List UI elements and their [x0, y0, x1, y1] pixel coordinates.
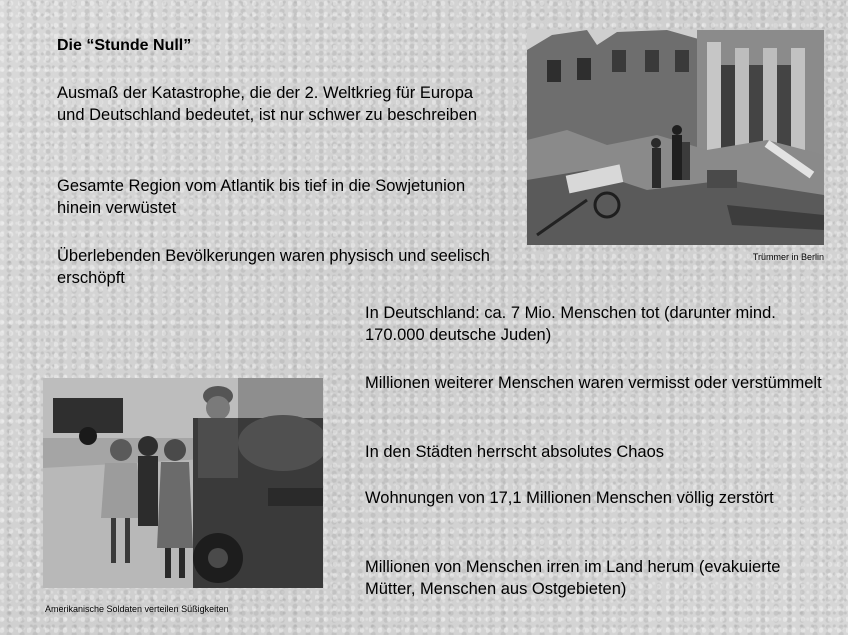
text-paragraph: In Deutschland: ca. 7 Mio. Menschen tot (darunter mind. 170.000 deutsche Juden) — [365, 304, 776, 344]
text-paragraph: Millionen von Menschen irren im Land herum (evakuierte Mütter, Menschen aus Ostgebieten) — [365, 558, 781, 598]
text-paragraph: Wohnungen von 17,1 Millionen Menschen völlig zerstört — [365, 489, 774, 507]
text-paragraph: In den Städten herrscht absolutes Chaos — [365, 443, 665, 461]
ruins-photo-graphic — [527, 30, 824, 245]
soldiers-caption: Amerikanische Soldaten verteilen Süßigkeiten — [45, 604, 229, 614]
ruins-photo — [527, 30, 824, 245]
slide-title: Die “Stunde Null” — [57, 37, 192, 54]
text-paragraph: Gesamte Region vom Atlantik bis tief in die Sowjetunion hinein verwüstet — [57, 177, 466, 217]
text-paragraph: Millionen weiterer Menschen waren vermisst oder verstümmelt — [365, 374, 822, 392]
ruins-caption: Trümmer in Berlin — [752, 252, 824, 262]
soldiers-photo-graphic — [43, 378, 323, 588]
text-paragraph: Überlebenden Bevölkerungen waren physisch und seelisch erschöpft — [57, 247, 490, 287]
soldiers-photo — [43, 378, 323, 588]
text-paragraph: Ausmaß der Katastrophe, die der 2. Weltkrieg für Europa und Deutschland bedeutet, ist nur schwer zu beschreiben — [57, 84, 478, 124]
